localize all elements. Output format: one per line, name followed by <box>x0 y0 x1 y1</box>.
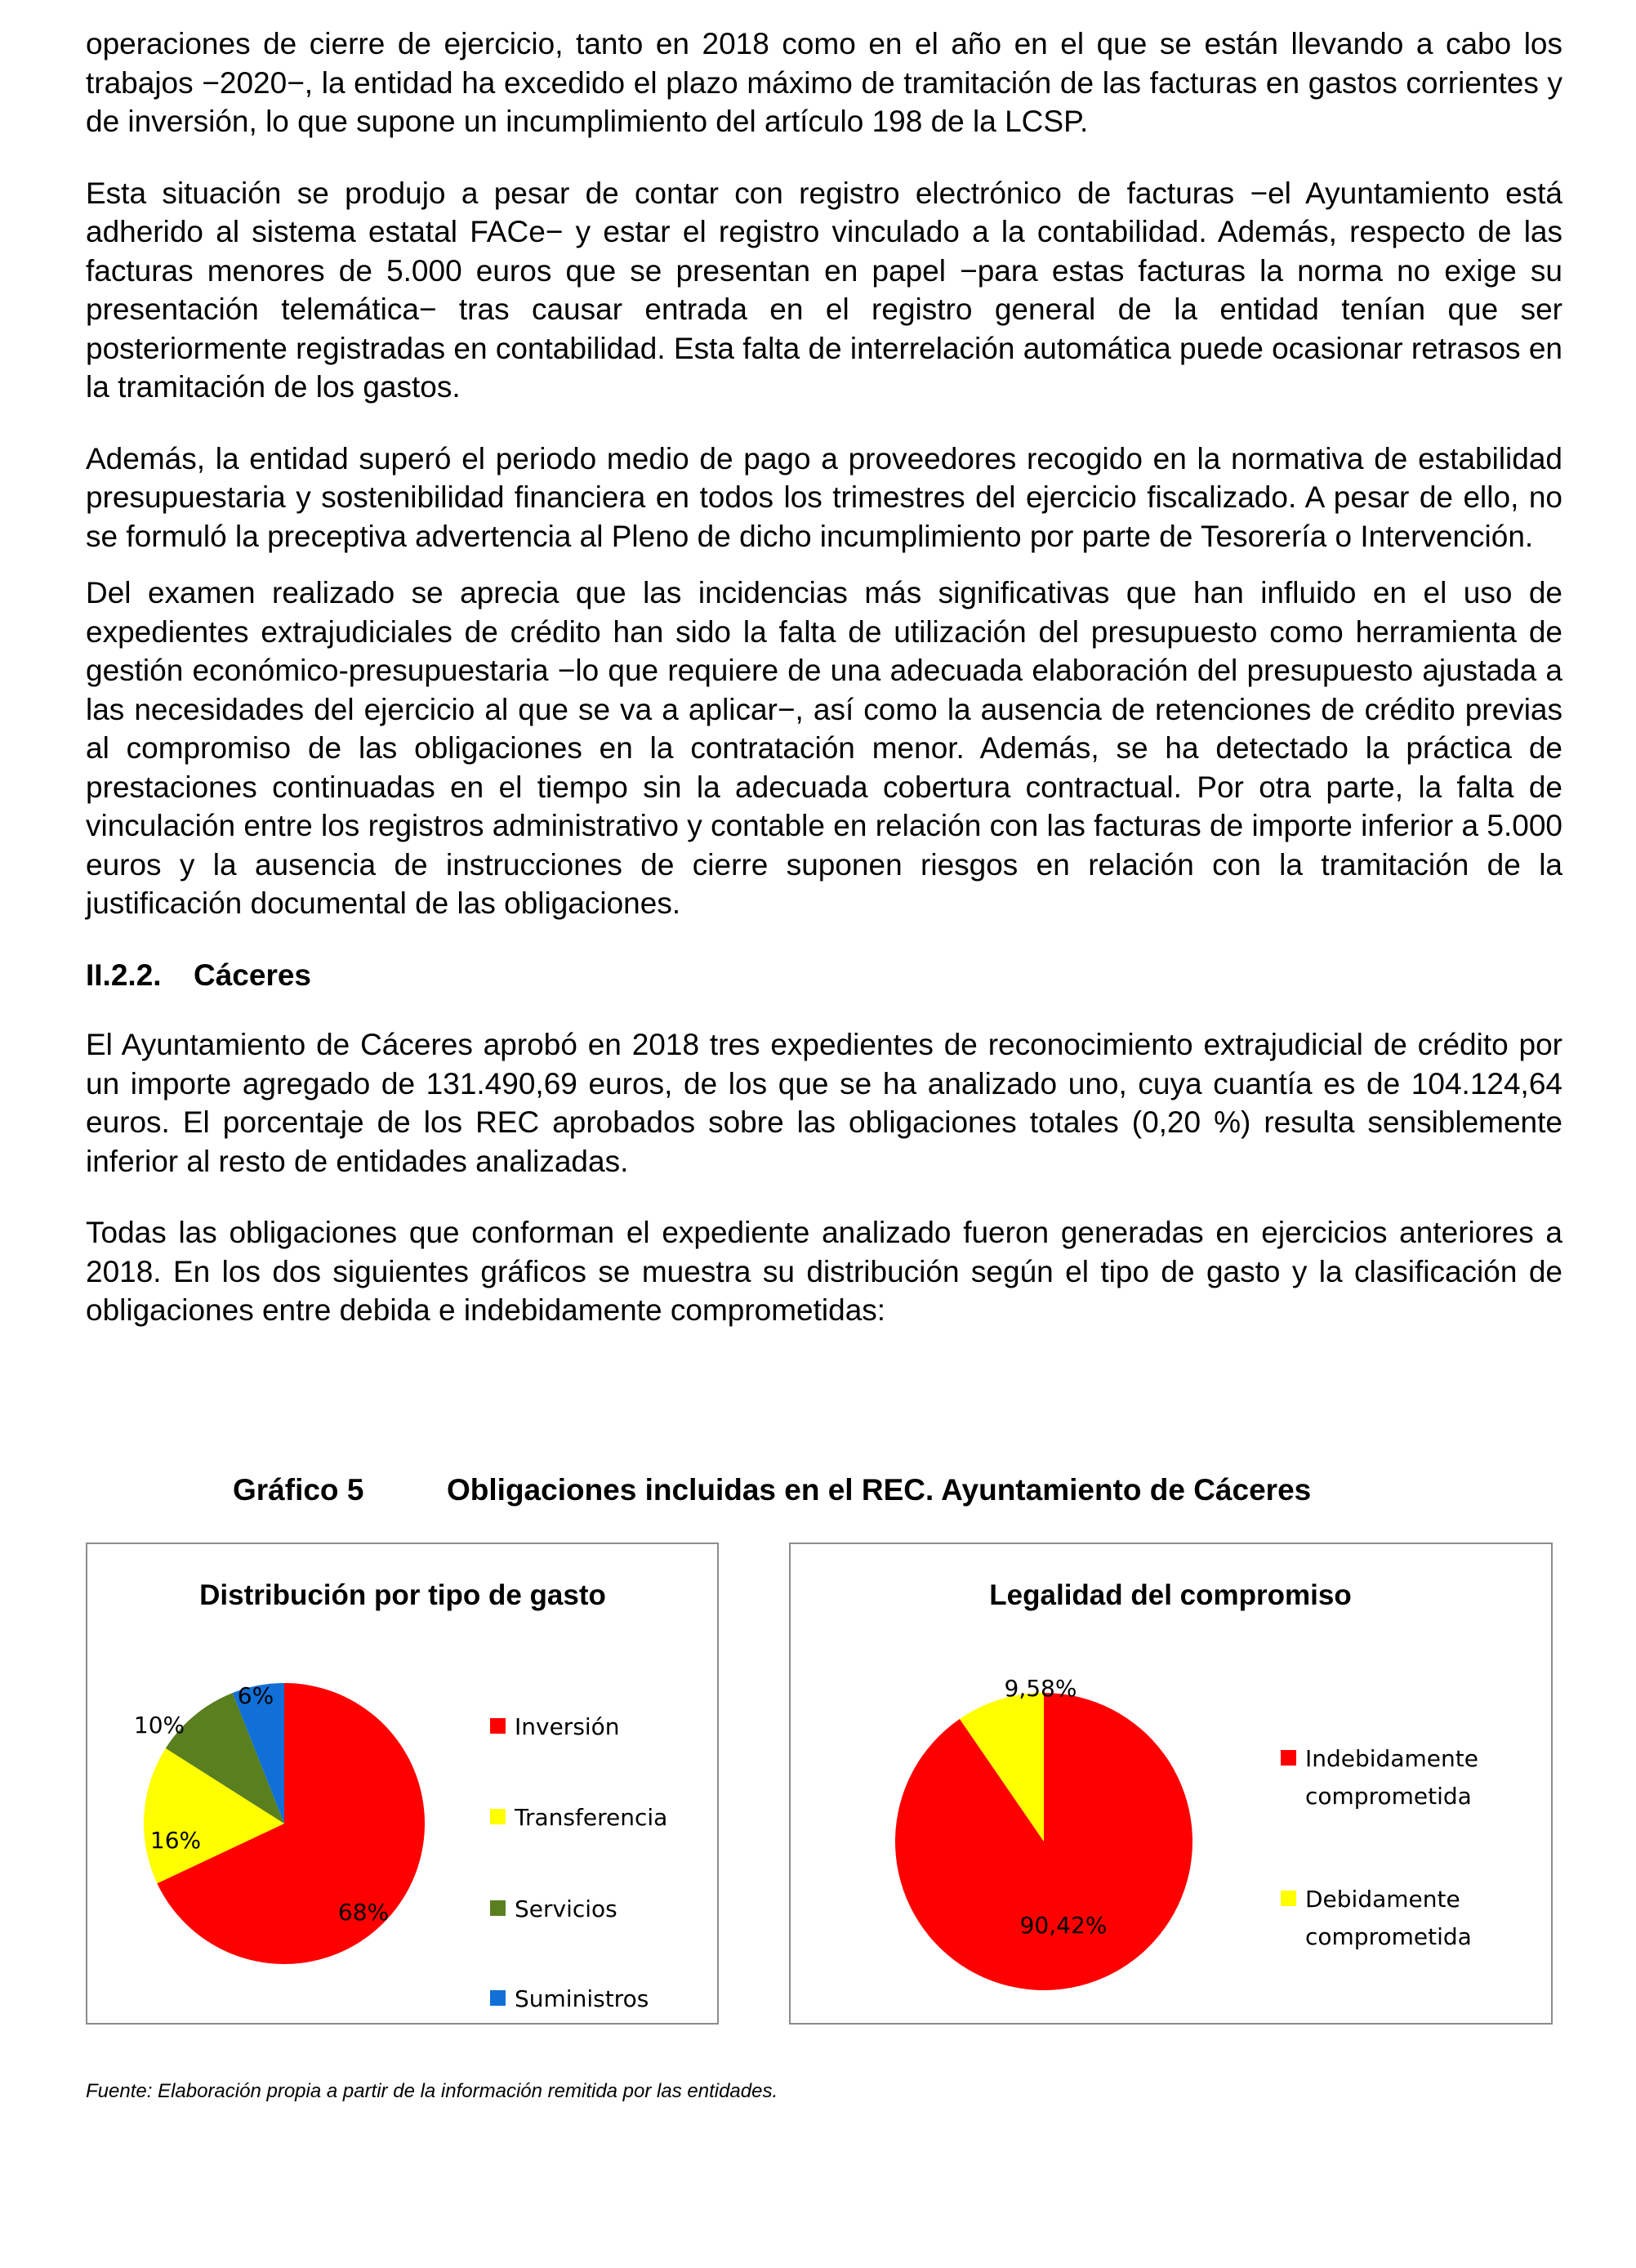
paragraph-4: Del examen realizado se aprecia que las incidencias más significativas que han influido en el uso de expedientes extrajudiciales de crédito han sido la falta de utilización del presupuesto como herramienta de gestión económico-presupuestaria −lo que requiere de una adecuada elaboración del presupuesto ajustada a las necesidades del ejercicio al que se va a aplicar−, así como la ausencia de retenciones de crédito previas al compromiso de las obligaciones en la contratación menor. Además, se ha detectado la práctica de prestaciones continuadas en el tiempo sin la adecuada cobertura contractual. Por otra parte, la falta de vinculación entre los registros administrativo y contable en relación con las facturas de importe inferior a 5.000 euros y la ausencia de instrucciones de cierre suponen riesgos en relación con la tramitación de la justificación documental de las obligaciones. <box>86 576 1562 920</box>
section-heading <box>86 956 1562 995</box>
legend-swatch-1 <box>490 1718 506 1734</box>
legend-label-1: Inversión <box>515 1713 620 1740</box>
data-label-3: 10% <box>133 1712 185 1739</box>
section-paragraph-1: El Ayuntamiento de Cáceres aprobó en 2018 tres expedientes de reconocimiento extrajudicial de crédito por un importe agregado de 131.490,69 euros, de los que se ha analizado uno, cuya cuantía es de 104.124,64 euros. El porcentaje de los REC aprobados sobre las obligaciones totales (0,20 %) resulta sensiblemente inferior al resto de entidades analizadas. <box>86 1028 1562 1178</box>
section-title: Cáceres <box>194 958 312 992</box>
data-label-1: 68% <box>337 1899 390 1926</box>
legend-swatch-3 <box>490 1900 506 1916</box>
chart-title: Distribución por tipo de gasto <box>199 1579 606 1611</box>
data-label-1: 90,42% <box>1019 1912 1108 1939</box>
legend-swatch-4 <box>490 1990 506 2006</box>
legend-label-1-line-1: Indebidamente <box>1305 1745 1478 1772</box>
data-label-4: 6% <box>237 1682 274 1709</box>
data-label-2: 9,58% <box>1004 1675 1077 1702</box>
figure-label: Gráfico 5 <box>233 1473 364 1507</box>
paragraph-2: Esta situación se produjo a pesar de contar con registro electrónico de facturas −el Ayuntamiento está adherido al sistema estatal FACe− y estar el registro vinculado a la contabilidad. Además, respecto de las facturas menores de 5.000 euros que se presentan en papel −para estas facturas la norma no exige su presentación telemática− tras causar entrada en el registro general de la entidad tenían que ser posteriormente registradas en contabilidad. Esta falta de interrelación automática puede ocasionar retrasos en la tramitación de los gastos. <box>86 176 1562 404</box>
legend-label-1-line-2: comprometida <box>1305 1783 1472 1810</box>
paragraph-1: operaciones de cierre de ejercicio, tanto en 2018 como en el año en el que se están llevando a cabo los trabajos −2020−, la entidad ha excedido el plazo máximo de tramitación de las facturas en gastos corrientes y de inversión, lo que supone un incumplimiento del artículo 198 de la LCSP. <box>86 27 1562 138</box>
data-label-2: 16% <box>149 1827 202 1854</box>
legend-swatch-2 <box>1281 1891 1296 1906</box>
figure-source: Fuente: Elaboración propia a partir de la información remitida por las entidades. <box>86 2080 778 2102</box>
legend-label-2: Transferencia <box>515 1804 668 1831</box>
chart-tipo-gasto <box>86 1543 719 2025</box>
legend-swatch-1 <box>1281 1750 1296 1766</box>
document-page <box>86 25 1562 2102</box>
section-paragraph-2: Todas las obligaciones que conforman el expediente analizado fueron generadas en ejercicios anteriores a 2018. En los dos siguientes gráficos se muestra su distribución según el tipo de gasto y la clasificación de obligaciones entre debida e indebidamente comprometidas: <box>86 1216 1562 1327</box>
chart-legalidad <box>789 1543 1553 2025</box>
legend-label-2-line-1: Debidamente <box>1305 1886 1460 1913</box>
chart-title: Legalidad del compromiso <box>989 1579 1352 1611</box>
legend-swatch-2 <box>490 1809 506 1824</box>
paragraph-3: Además, la entidad superó el periodo medio de pago a proveedores recogido en la normativa de estabilidad presupuestaria y sostenibilidad financiera en todos los trimestres del ejercicio fiscalizado. A pesar de ello, no se formuló la preceptiva advertencia al Pleno de dicho incumplimiento por parte de Tesorería o Intervención. <box>86 441 1562 553</box>
legend-label-4: Suministros <box>515 1985 649 2012</box>
figure-caption: Obligaciones incluidas en el REC. Ayuntamiento de Cáceres <box>447 1473 1312 1507</box>
legend-label-3: Servicios <box>515 1895 617 1922</box>
chart-legalidad-svg <box>791 1544 1551 2023</box>
legend-label-2-line-2: comprometida <box>1305 1923 1472 1950</box>
chart-tipo-gasto-svg <box>87 1544 717 2023</box>
section-number: II.2.2. <box>86 958 162 992</box>
